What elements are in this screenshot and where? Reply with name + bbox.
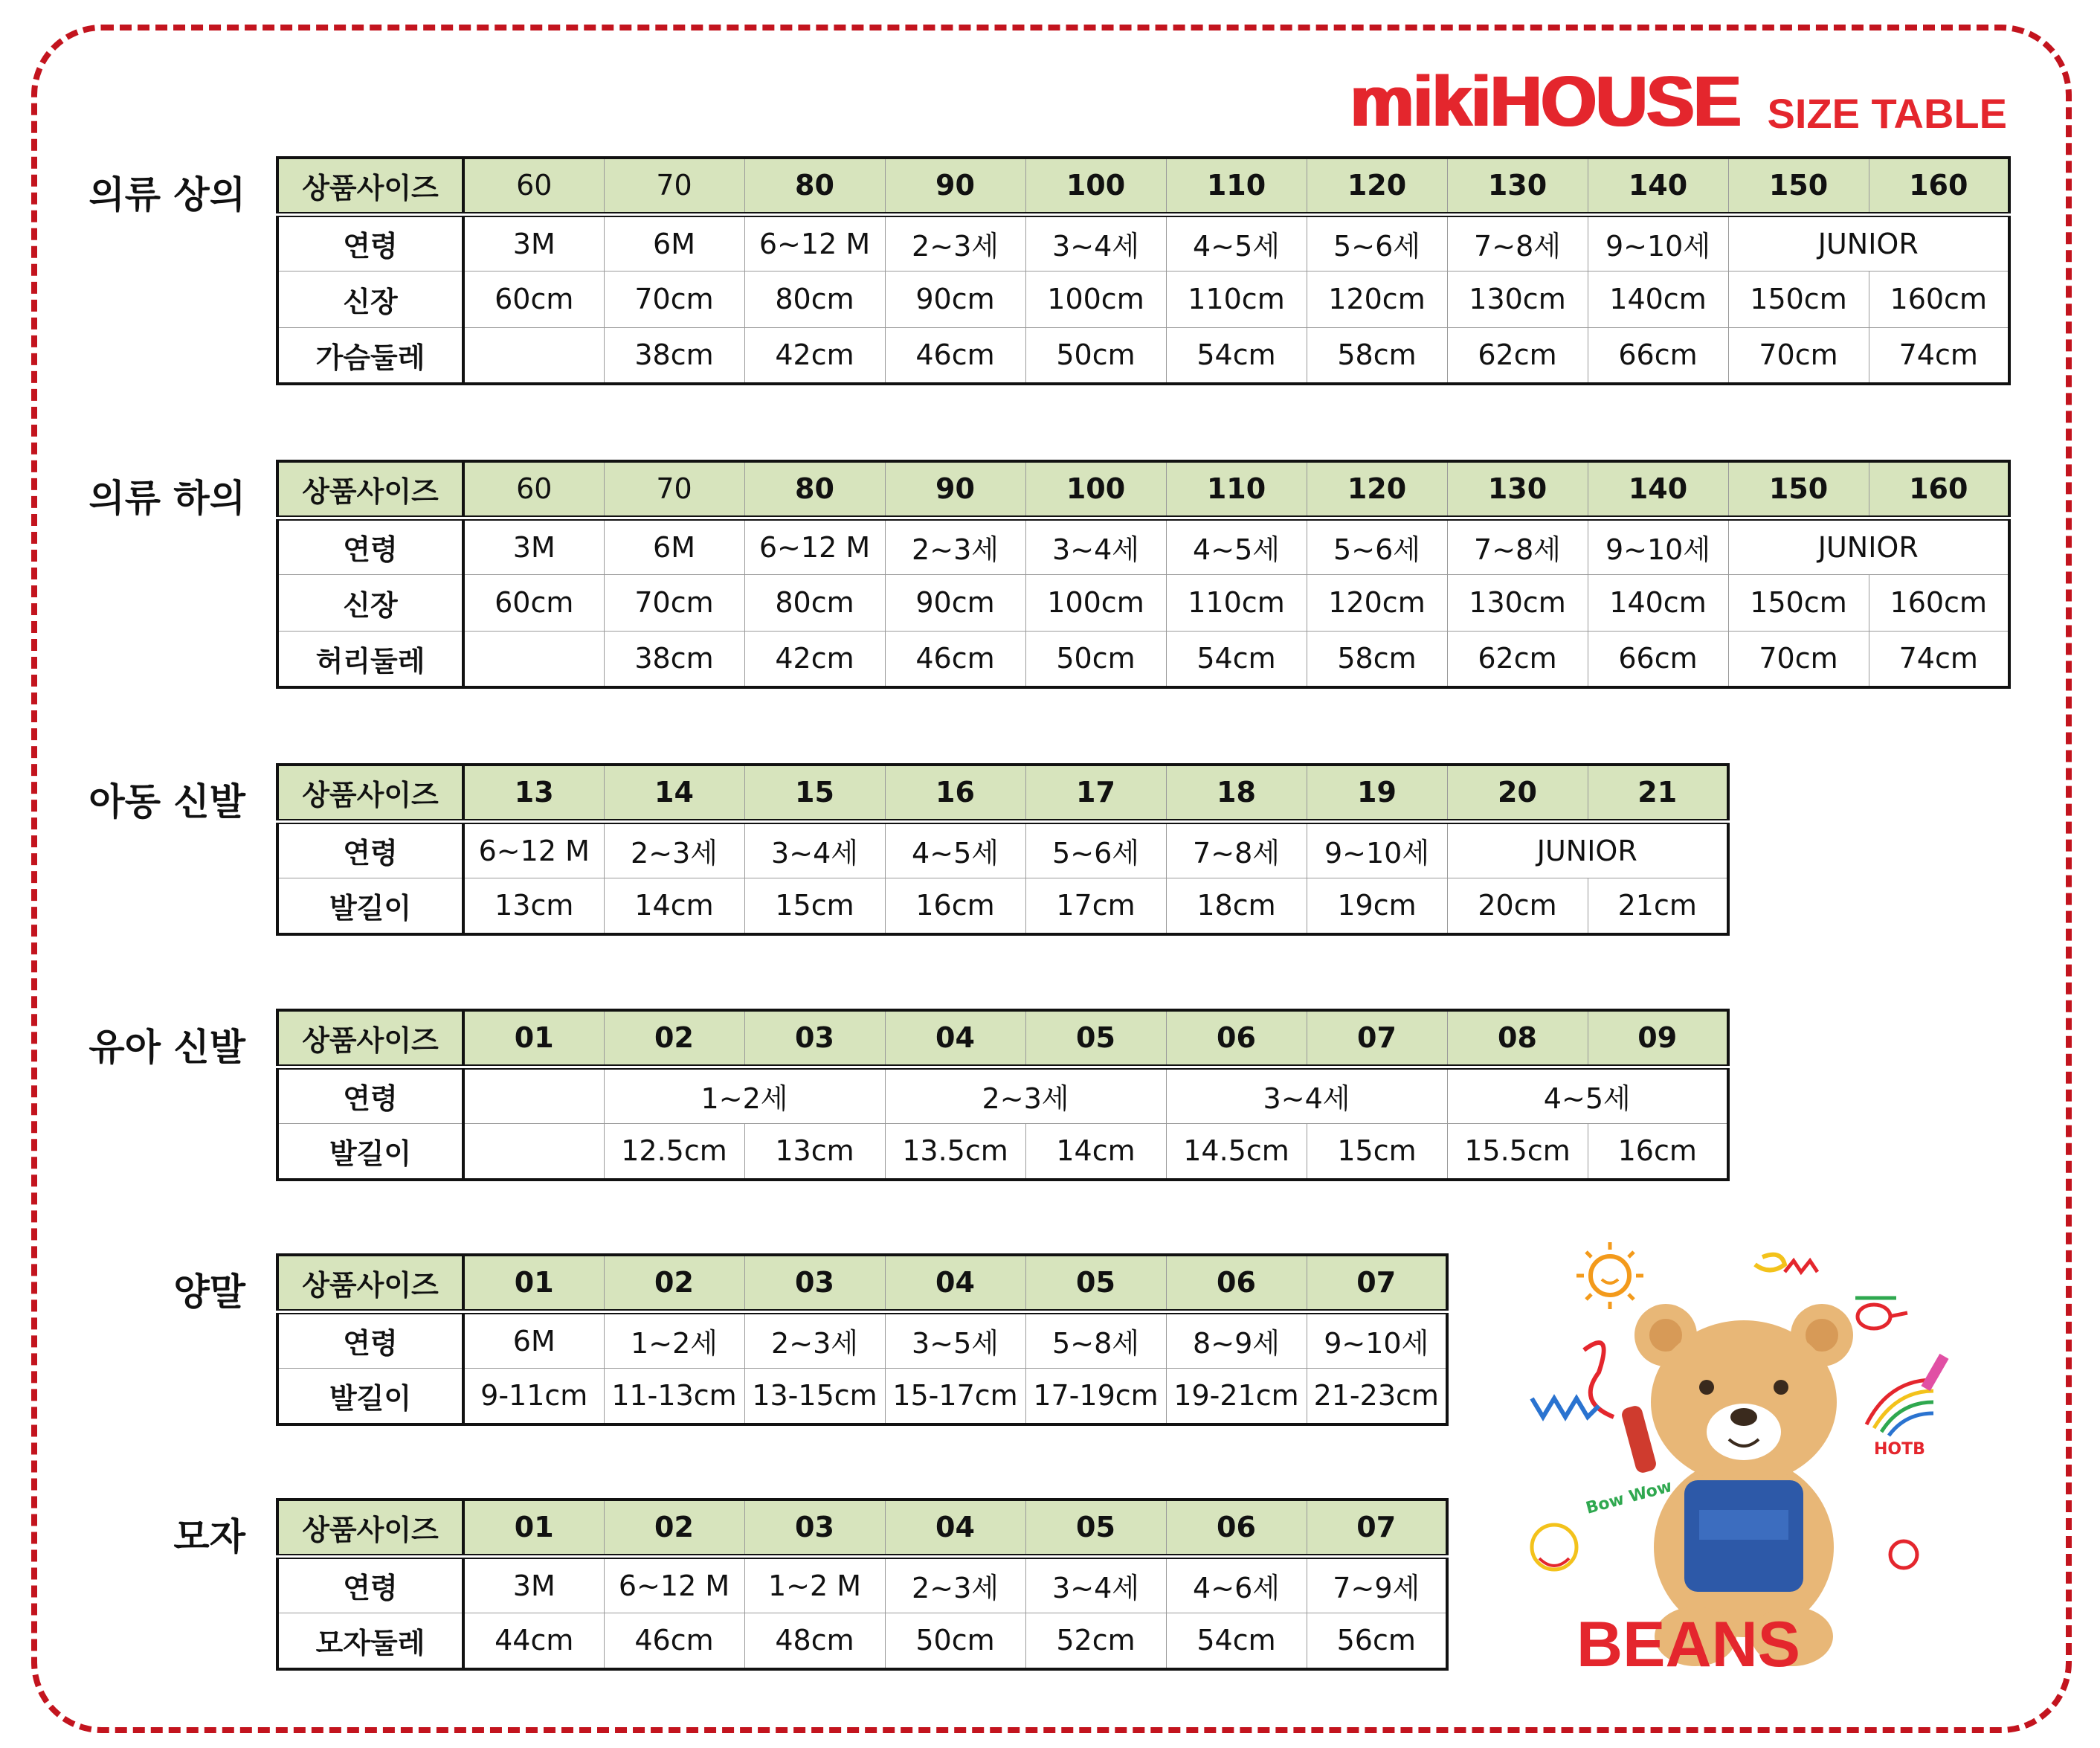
table-row bbox=[277, 1311, 1447, 1368]
size-cell: 13 bbox=[463, 765, 604, 821]
helicopter-icon bbox=[1855, 1298, 1907, 1328]
size-cell: 90 bbox=[885, 158, 1025, 214]
table-row bbox=[277, 1368, 1447, 1424]
height-cell: 90cm bbox=[885, 271, 1025, 327]
head-cell: 50cm bbox=[885, 1613, 1025, 1669]
row-header: 상품사이즈 bbox=[277, 1500, 463, 1556]
chest-cell: 50cm bbox=[1025, 327, 1166, 384]
age-cell: 7~9세 bbox=[1307, 1556, 1447, 1613]
size-cell: 21 bbox=[1588, 765, 1728, 821]
section-label-bottoms: 의류 하의 bbox=[88, 477, 245, 520]
size-cell: 80 bbox=[744, 158, 885, 214]
lemon-face-icon bbox=[1532, 1525, 1576, 1569]
size-cell: 130 bbox=[1447, 158, 1588, 214]
yellow-scribble bbox=[1755, 1255, 1785, 1270]
chest-cell: 74cm bbox=[1869, 327, 2009, 384]
table-row bbox=[277, 327, 2009, 384]
crayon-icon bbox=[1921, 1354, 1948, 1391]
age-cell: 6~12 M bbox=[463, 821, 604, 878]
foot-cell: 15cm bbox=[1307, 1123, 1447, 1180]
foot-cell: 15cm bbox=[744, 878, 885, 934]
foot-cell: 12.5cm bbox=[604, 1123, 744, 1180]
chest-cell bbox=[463, 327, 604, 384]
age-cell: 2~3세 bbox=[885, 214, 1025, 271]
table-row bbox=[277, 878, 1728, 934]
size-cell: 03 bbox=[744, 1500, 885, 1556]
age-cell: 3M bbox=[463, 518, 604, 574]
bottoms-table bbox=[276, 460, 2011, 689]
size-cell: 17 bbox=[1025, 765, 1166, 821]
foot-cell: 16cm bbox=[885, 878, 1025, 934]
age-cell: 6~12 M bbox=[744, 518, 885, 574]
size-cell: 80 bbox=[744, 461, 885, 518]
tops-table bbox=[276, 156, 2011, 385]
height-cell: 80cm bbox=[744, 271, 885, 327]
row-header: 신장 bbox=[277, 574, 463, 631]
size-cell: 07 bbox=[1307, 1500, 1447, 1556]
size-cell: 160 bbox=[1869, 461, 2009, 518]
row-header: 상품사이즈 bbox=[277, 765, 463, 821]
table-row bbox=[277, 574, 2009, 631]
age-cell: 2~3세 bbox=[744, 1311, 885, 1368]
age-cell: 6~12 M bbox=[604, 1556, 744, 1613]
table-row bbox=[277, 518, 2009, 574]
age-cell: 5~6세 bbox=[1025, 821, 1166, 878]
foot-cell: 21-23cm bbox=[1307, 1368, 1447, 1424]
size-cell: 14 bbox=[604, 765, 744, 821]
table-row bbox=[277, 821, 1728, 878]
size-cell: 04 bbox=[885, 1255, 1025, 1311]
age-cell: 3M bbox=[463, 1556, 604, 1613]
size-cell: 120 bbox=[1307, 158, 1447, 214]
age-cell: 1~2 M bbox=[744, 1556, 885, 1613]
waist-cell: 54cm bbox=[1166, 631, 1307, 687]
size-cell: 03 bbox=[744, 1255, 885, 1311]
waist-cell: 66cm bbox=[1588, 631, 1728, 687]
junior-cell: JUNIOR bbox=[1728, 214, 2009, 271]
size-cell: 140 bbox=[1588, 158, 1728, 214]
blue-zigzag bbox=[1532, 1398, 1599, 1417]
foot-cell bbox=[463, 1123, 604, 1180]
table-row bbox=[277, 1123, 1728, 1180]
height-cell: 160cm bbox=[1869, 271, 2009, 327]
age-cell: 9~10세 bbox=[1588, 214, 1728, 271]
height-cell: 140cm bbox=[1588, 574, 1728, 631]
row-header: 상품사이즈 bbox=[277, 461, 463, 518]
beans-bear-illustration bbox=[1517, 1220, 1993, 1681]
section-label-kids-shoes: 아동 신발 bbox=[88, 780, 245, 823]
size-cell: 60 bbox=[463, 461, 604, 518]
foot-cell: 19cm bbox=[1307, 878, 1447, 934]
age-cell: 4~5세 bbox=[885, 821, 1025, 878]
foot-cell: 18cm bbox=[1166, 878, 1307, 934]
junior-cell: JUNIOR bbox=[1728, 518, 2009, 574]
socks-table bbox=[276, 1253, 1449, 1426]
age-cell: 9~10세 bbox=[1588, 518, 1728, 574]
size-cell: 09 bbox=[1588, 1010, 1728, 1067]
head-cell: 52cm bbox=[1025, 1613, 1166, 1669]
size-cell: 110 bbox=[1166, 461, 1307, 518]
head-cell: 56cm bbox=[1307, 1613, 1447, 1669]
age-cell: 3~4세 bbox=[1025, 1556, 1166, 1613]
waist-cell: 46cm bbox=[885, 631, 1025, 687]
size-cell: 150 bbox=[1728, 461, 1869, 518]
size-cell: 100 bbox=[1025, 158, 1166, 214]
size-cell: 130 bbox=[1447, 461, 1588, 518]
sun-icon bbox=[1576, 1242, 1643, 1309]
foot-cell: 13cm bbox=[463, 878, 604, 934]
height-cell: 160cm bbox=[1869, 574, 2009, 631]
section-label-tops: 의류 상의 bbox=[88, 173, 245, 216]
age-cell: 5~6세 bbox=[1307, 518, 1447, 574]
age-cell: 6M bbox=[604, 518, 744, 574]
height-cell: 130cm bbox=[1447, 574, 1588, 631]
bear-svg bbox=[1517, 1220, 1993, 1681]
rainbow-icon bbox=[1867, 1380, 1933, 1436]
size-cell: 06 bbox=[1166, 1010, 1307, 1067]
row-header: 발길이 bbox=[277, 1123, 463, 1180]
foot-cell: 21cm bbox=[1588, 878, 1728, 934]
age-cell: 7~8세 bbox=[1447, 214, 1588, 271]
row-header: 연령 bbox=[277, 821, 463, 878]
table-row bbox=[277, 1067, 1728, 1123]
foot-cell: 19-21cm bbox=[1166, 1368, 1307, 1424]
age-cell bbox=[463, 1067, 604, 1123]
waist-cell bbox=[463, 631, 604, 687]
foot-cell: 13-15cm bbox=[744, 1368, 885, 1424]
head-cell: 54cm bbox=[1166, 1613, 1307, 1669]
row-header: 연령 bbox=[277, 1311, 463, 1368]
age-cell: 4~6세 bbox=[1166, 1556, 1307, 1613]
table-row bbox=[277, 1500, 1447, 1556]
waist-cell: 62cm bbox=[1447, 631, 1588, 687]
size-cell: 160 bbox=[1869, 158, 2009, 214]
age-span-cell: 1~2세 bbox=[604, 1067, 885, 1123]
table-row bbox=[277, 1010, 1728, 1067]
foot-cell: 14cm bbox=[1025, 1123, 1166, 1180]
size-cell: 120 bbox=[1307, 461, 1447, 518]
bow-wow-badge: Bow Wow bbox=[1584, 1477, 1675, 1518]
age-cell: 5~6세 bbox=[1307, 214, 1447, 271]
size-cell: 16 bbox=[885, 765, 1025, 821]
size-cell: 03 bbox=[744, 1010, 885, 1067]
size-cell: 05 bbox=[1025, 1500, 1166, 1556]
size-cell: 140 bbox=[1588, 461, 1728, 518]
age-cell: 3~5세 bbox=[885, 1311, 1025, 1368]
age-cell: 9~10세 bbox=[1307, 1311, 1447, 1368]
height-cell: 110cm bbox=[1166, 574, 1307, 631]
age-cell: 7~8세 bbox=[1166, 821, 1307, 878]
row-header: 연령 bbox=[277, 518, 463, 574]
age-cell: 4~5세 bbox=[1166, 214, 1307, 271]
section-label-baby-shoes: 유아 신발 bbox=[88, 1026, 245, 1069]
foot-cell: 17-19cm bbox=[1025, 1368, 1166, 1424]
chest-cell: 62cm bbox=[1447, 327, 1588, 384]
size-cell: 70 bbox=[604, 158, 744, 214]
size-cell: 02 bbox=[604, 1255, 744, 1311]
chest-cell: 42cm bbox=[744, 327, 885, 384]
age-span-cell: 2~3세 bbox=[885, 1067, 1166, 1123]
size-cell: 70 bbox=[604, 461, 744, 518]
table-row bbox=[277, 1255, 1447, 1311]
hotb-badge: HOTB bbox=[1874, 1440, 1925, 1459]
height-cell: 140cm bbox=[1588, 271, 1728, 327]
height-cell: 100cm bbox=[1025, 271, 1166, 327]
apple-icon bbox=[1890, 1541, 1917, 1568]
row-header: 상품사이즈 bbox=[277, 158, 463, 214]
age-span-cell: 4~5세 bbox=[1447, 1067, 1728, 1123]
age-cell: 3~4세 bbox=[1025, 214, 1166, 271]
age-cell: 9~10세 bbox=[1307, 821, 1447, 878]
table-row bbox=[277, 1556, 1447, 1613]
age-cell: 3~4세 bbox=[1025, 518, 1166, 574]
hats-table bbox=[276, 1498, 1449, 1671]
age-cell: 2~3세 bbox=[604, 821, 744, 878]
row-header: 모자둘레 bbox=[277, 1613, 463, 1669]
size-cell: 04 bbox=[885, 1500, 1025, 1556]
kids-shoes-table bbox=[276, 763, 1730, 936]
foot-cell: 14cm bbox=[604, 878, 744, 934]
size-cell: 06 bbox=[1166, 1500, 1307, 1556]
height-cell: 130cm bbox=[1447, 271, 1588, 327]
height-cell: 150cm bbox=[1728, 271, 1869, 327]
row-header: 허리둘레 bbox=[277, 631, 463, 687]
row-header: 연령 bbox=[277, 214, 463, 271]
foot-cell: 17cm bbox=[1025, 878, 1166, 934]
waist-cell: 70cm bbox=[1728, 631, 1869, 687]
head-cell: 44cm bbox=[463, 1613, 604, 1669]
size-cell: 150 bbox=[1728, 158, 1869, 214]
waist-cell: 38cm bbox=[604, 631, 744, 687]
size-cell: 100 bbox=[1025, 461, 1166, 518]
size-cell: 110 bbox=[1166, 158, 1307, 214]
baby-shoes-table bbox=[276, 1009, 1730, 1181]
height-cell: 60cm bbox=[463, 271, 604, 327]
age-cell: 2~3세 bbox=[885, 518, 1025, 574]
table-row bbox=[277, 461, 2009, 518]
waist-cell: 58cm bbox=[1307, 631, 1447, 687]
age-cell: 7~8세 bbox=[1447, 518, 1588, 574]
section-label-hats: 모자 bbox=[173, 1515, 245, 1558]
size-cell: 20 bbox=[1447, 765, 1588, 821]
foot-cell: 9-11cm bbox=[463, 1368, 604, 1424]
row-header: 상품사이즈 bbox=[277, 1010, 463, 1067]
age-cell: 8~9세 bbox=[1166, 1311, 1307, 1368]
row-header: 연령 bbox=[277, 1067, 463, 1123]
size-cell: 04 bbox=[885, 1010, 1025, 1067]
height-cell: 80cm bbox=[744, 574, 885, 631]
size-cell: 01 bbox=[463, 1255, 604, 1311]
size-cell: 02 bbox=[604, 1010, 744, 1067]
row-header: 발길이 bbox=[277, 878, 463, 934]
chest-cell: 66cm bbox=[1588, 327, 1728, 384]
foot-cell: 11-13cm bbox=[604, 1368, 744, 1424]
size-cell: 07 bbox=[1307, 1010, 1447, 1067]
age-cell: 5~8세 bbox=[1025, 1311, 1166, 1368]
age-cell: 4~5세 bbox=[1166, 518, 1307, 574]
size-cell: 15 bbox=[744, 765, 885, 821]
row-header: 연령 bbox=[277, 1556, 463, 1613]
section-label-socks: 양말 bbox=[173, 1270, 245, 1314]
height-cell: 70cm bbox=[604, 574, 744, 631]
size-cell: 19 bbox=[1307, 765, 1447, 821]
brand-header bbox=[1350, 62, 2007, 141]
age-cell: 3~4세 bbox=[744, 821, 885, 878]
waist-cell: 50cm bbox=[1025, 631, 1166, 687]
size-cell: 07 bbox=[1307, 1255, 1447, 1311]
size-cell: 05 bbox=[1025, 1255, 1166, 1311]
foot-cell: 13.5cm bbox=[885, 1123, 1025, 1180]
size-cell: 06 bbox=[1166, 1255, 1307, 1311]
height-cell: 120cm bbox=[1307, 574, 1447, 631]
height-cell: 70cm bbox=[604, 271, 744, 327]
red-zigzag bbox=[1785, 1261, 1817, 1272]
age-cell: 3M bbox=[463, 214, 604, 271]
table-row bbox=[277, 158, 2009, 214]
chest-cell: 46cm bbox=[885, 327, 1025, 384]
age-cell: 1~2세 bbox=[604, 1311, 744, 1368]
mikihouse-logo: mikiHOUSE bbox=[1350, 62, 1741, 141]
age-span-cell: 3~4세 bbox=[1166, 1067, 1447, 1123]
waist-cell: 74cm bbox=[1869, 631, 2009, 687]
head-cell: 46cm bbox=[604, 1613, 744, 1669]
size-cell: 90 bbox=[885, 461, 1025, 518]
foot-cell: 15-17cm bbox=[885, 1368, 1025, 1424]
table-row bbox=[277, 271, 2009, 327]
age-cell: 6M bbox=[604, 214, 744, 271]
foot-cell: 13cm bbox=[744, 1123, 885, 1180]
chest-cell: 54cm bbox=[1166, 327, 1307, 384]
beans-wordmark: BEANS bbox=[1576, 1609, 1801, 1680]
size-cell: 08 bbox=[1447, 1010, 1588, 1067]
height-cell: 100cm bbox=[1025, 574, 1166, 631]
row-header: 발길이 bbox=[277, 1368, 463, 1424]
height-cell: 90cm bbox=[885, 574, 1025, 631]
size-cell: 18 bbox=[1166, 765, 1307, 821]
row-header: 신장 bbox=[277, 271, 463, 327]
row-header: 가슴둘레 bbox=[277, 327, 463, 384]
head-cell: 48cm bbox=[744, 1613, 885, 1669]
table-row bbox=[277, 214, 2009, 271]
age-cell: 6M bbox=[463, 1311, 604, 1368]
size-cell: 01 bbox=[463, 1500, 604, 1556]
chest-cell: 38cm bbox=[604, 327, 744, 384]
age-cell: 6~12 M bbox=[744, 214, 885, 271]
junior-cell: JUNIOR bbox=[1447, 821, 1728, 878]
chest-cell: 70cm bbox=[1728, 327, 1869, 384]
height-cell: 120cm bbox=[1307, 271, 1447, 327]
foot-cell: 14.5cm bbox=[1166, 1123, 1307, 1180]
height-cell: 110cm bbox=[1166, 271, 1307, 327]
size-cell: 05 bbox=[1025, 1010, 1166, 1067]
chest-cell: 58cm bbox=[1307, 327, 1447, 384]
height-cell: 60cm bbox=[463, 574, 604, 631]
foot-cell: 15.5cm bbox=[1447, 1123, 1588, 1180]
foot-cell: 20cm bbox=[1447, 878, 1588, 934]
row-header: 상품사이즈 bbox=[277, 1255, 463, 1311]
height-cell: 150cm bbox=[1728, 574, 1869, 631]
size-table-title: SIZE TABLE bbox=[1767, 90, 2007, 137]
size-cell: 02 bbox=[604, 1500, 744, 1556]
table-row bbox=[277, 631, 2009, 687]
age-cell: 2~3세 bbox=[885, 1556, 1025, 1613]
foot-cell: 16cm bbox=[1588, 1123, 1728, 1180]
waist-cell: 42cm bbox=[744, 631, 885, 687]
size-cell: 01 bbox=[463, 1010, 604, 1067]
table-row bbox=[277, 1613, 1447, 1669]
size-cell: 60 bbox=[463, 158, 604, 214]
table-row bbox=[277, 765, 1728, 821]
